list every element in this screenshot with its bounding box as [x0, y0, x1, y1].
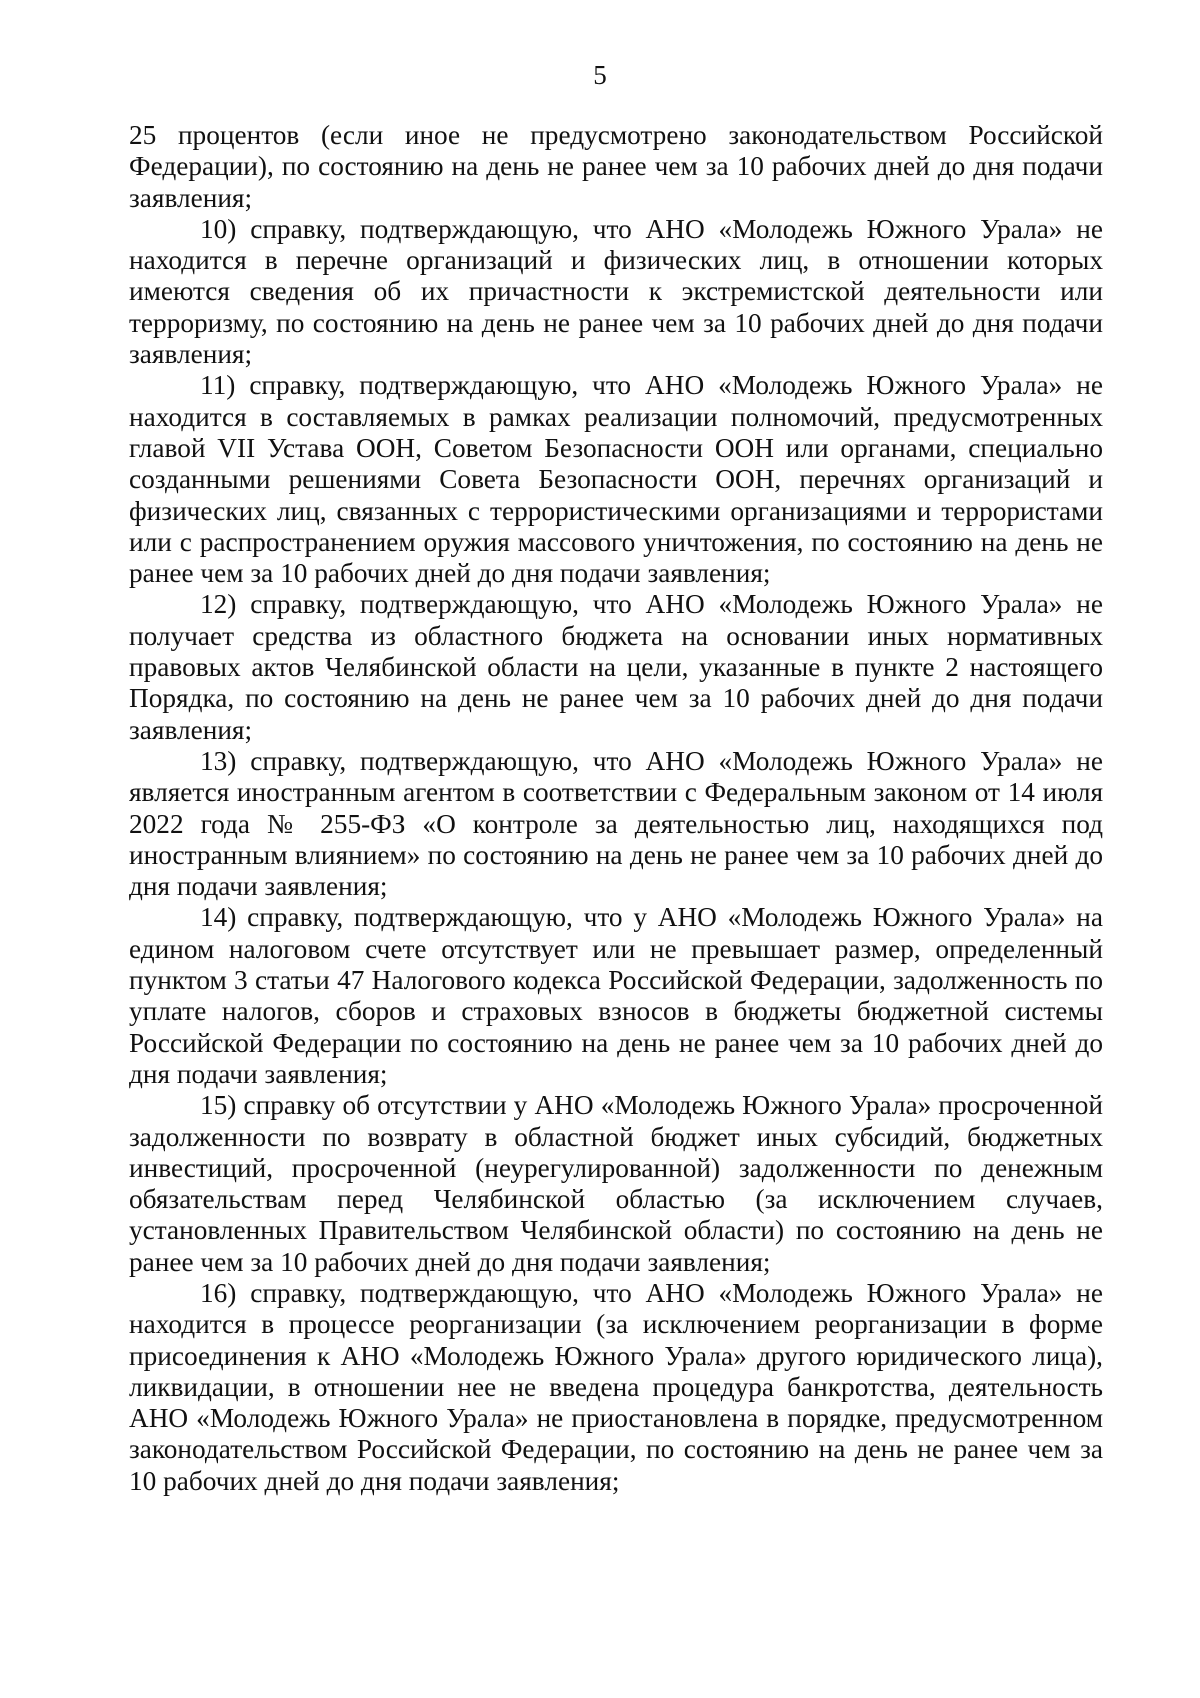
- list-item-12: 12) справку, подтверждающую, что АНО «Молодежь Южного Урала» не получает средства из областного бюджета на основании иных нормативных правовых актов Челябинской области на цели, указанные в пункте 2 настоящего Порядка, по состоянию на день не ранее чем за 10 рабочих дней до дня подачи заявления;: [129, 589, 1103, 745]
- list-item-10: 10) справку, подтверждающую, что АНО «Молодежь Южного Урала» не находится в перечне организаций и физических лиц, в отношении которых имеются сведения об их причастности к экстремистской деятельности или терроризму, по состоянию на день не ранее чем за 10 рабочих дней до дня подачи заявления;: [129, 213, 1103, 370]
- page-number: 5: [593, 60, 607, 90]
- list-item-15: 15) справку об отсутствии у АНО «Молодежь Южного Урала» просроченной задолженности по возврату в областной бюджет иных субсидий, бюджетных инвестиций, просроченной (неурегулированной) задолженности по денежным обязательствам перед Челябинской областью (за исключением случаев, установленных Правительством Челябинской области) по состоянию на день не ранее чем за 10 рабочих дней до дня подачи заявления;: [129, 1090, 1103, 1277]
- list-item-16: 16) справку, подтверждающую, что АНО «Молодежь Южного Урала» не находится в процессе реорганизации (за исключением реорганизации в форме присоединения к АНО «Молодежь Южного Урала» другого юридического лица), ликвидации, в отношении нее не введена процедура банкротства, деятельность АНО «Молодежь Южного Урала» не приостановлена в порядке, предусмотренном законодательством Российской Федерации, по состоянию на день не ранее чем за 10 рабочих дней до дня подачи заявления;: [129, 1277, 1103, 1496]
- list-item-14: 14) справку, подтверждающую, что у АНО «Молодежь Южного Урала» на едином налоговом счете отсутствует или не превышает размер, определенный пунктом 3 статьи 47 Налогового кодекса Российской Федерации, задолженность по уплате налогов, сборов и страховых взносов в бюджеты бюджетной системы Российской Федерации по состоянию на день не ранее чем за 10 рабочих дней до дня подачи заявления;: [129, 902, 1103, 1089]
- continuation-paragraph: 25 процентов (если иное не предусмотрено законодательством Российской Федерации), по состоянию на день не ранее чем за 10 рабочих дней до дня подачи заявления;: [129, 120, 1103, 213]
- list-item-13: 13) справку, подтверждающую, что АНО «Молодежь Южного Урала» не является иностранным агентом в соответствии с Федеральным законом от 14 июля 2022 года № 255-ФЗ «О контроле за деятельностью лиц, находящихся под иностранным влиянием» по состоянию на день не ранее чем за 10 рабочих дней до дня подачи заявления;: [129, 745, 1103, 902]
- document-body: [129, 120, 1103, 1497]
- list-item-11: 11) справку, подтверждающую, что АНО «Молодежь Южного Урала» не находится в составляемых в рамках реализации полномочий, предусмотренных главой VII Устава ООН, Советом Безопасности ООН или органами, специально созданными решениями Совета Безопасности ООН, перечнях организаций и физических лиц, связанных с террористическими организациями и террористами или с распространением оружия массового уничтожения, по состоянию на день не ранее чем за 10 рабочих дней до дня подачи заявления;: [129, 370, 1103, 589]
